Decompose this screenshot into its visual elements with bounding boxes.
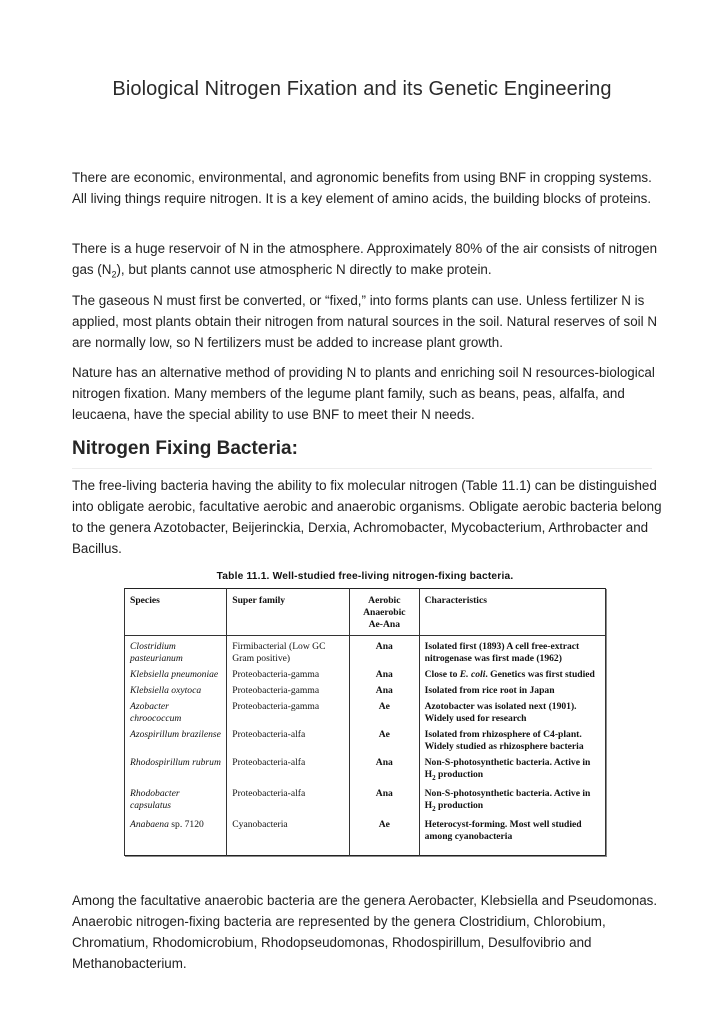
cell-super-family: Proteobacteria-alfa [227, 756, 350, 787]
section-heading: Nitrogen Fixing Bacteria: [72, 438, 298, 459]
cell-super-family: Proteobacteria-alfa [227, 787, 350, 818]
table-row [125, 636, 606, 669]
intro-paragraph-1: There are economic, environmental, and agronomic benefits from using BNF in cropping systems. All living things require nitrogen. It is a key element of amino acids, the building blocks of proteins. [72, 170, 652, 206]
table-header-row [125, 589, 606, 636]
cell-text-italic: E. coli [459, 669, 486, 680]
cell-characteristics [419, 756, 605, 787]
intro-paragraph-2-text-after: ), but plants cannot use atmospheric N directly to make protein. [116, 262, 492, 277]
header-aerobic-line3: Ae-Ana [368, 619, 401, 630]
table-row [125, 818, 606, 856]
cell-characteristics: Isolated from rhizosphere of C4-plant. Widely studied as rhizosphere bacteria [419, 728, 605, 756]
table-row [125, 787, 606, 818]
cell-subscript: 2 [432, 804, 436, 813]
cell-text: production [435, 769, 484, 780]
cell-aerobic: Ae [350, 818, 420, 856]
cell-species: Klebsiella pneumoniae [125, 668, 227, 684]
table-row [125, 668, 606, 684]
cell-text: . Genetics was first studied [485, 669, 595, 680]
cell-characteristics [419, 787, 605, 818]
cell-species: Rhodobacter capsulatus [125, 787, 227, 818]
intro-paragraph-2 [72, 238, 662, 286]
cell-species: Rhodospirillum rubrum [125, 756, 227, 787]
cell-super-family: Proteobacteria-alfa [227, 728, 350, 756]
cell-species-genus: Anabaena [130, 818, 169, 830]
page-title: Biological Nitrogen Fixation and its Genetic Engineering [112, 78, 612, 100]
header-aerobic-line2: Anaerobic [363, 607, 406, 618]
cell-text: Close to [424, 669, 460, 680]
cell-aerobic: Ae [350, 728, 420, 756]
cell-super-family: Firmibacterial (Low GC Gram positive) [227, 636, 350, 669]
cell-super-family: Cyanobacteria [227, 818, 350, 856]
section-divider [72, 468, 652, 469]
cell-text: production [435, 799, 484, 811]
cell-species: Azospirillum brazilense [125, 728, 227, 756]
header-species: Species [125, 589, 227, 636]
cell-species: Klebsiella oxytoca [125, 684, 227, 700]
section-paragraph: The free-living bacteria having the ability to fix molecular nitrogen (Table 11.1) can be distinguished into obligate aerobic, facultative aerobic and anaerobic organisms. Obligate aerobic bacteria belong to the genera Azotobacter, Beijerinckia, Derxia, Achromobacter, Mycobacterium, Arthrobacter and Bacillus. [72, 478, 662, 556]
table-row [125, 684, 606, 700]
header-aerobic-anaerobic [350, 589, 420, 636]
cell-characteristics: Isolated from rice root in Japan [419, 684, 605, 700]
cell-aerobic: Ae [350, 700, 420, 728]
cell-aerobic: Ana [350, 636, 420, 669]
cell-text: Non-S-photosynthetic bacteria. Active in H [424, 757, 591, 780]
cell-characteristics: Isolated first (1893) A cell free-extract nitrogenase was first made (1962) [419, 636, 605, 669]
cell-text: Non-S-photosynthetic bacteria. Active in H [424, 787, 591, 811]
cell-aerobic: Ana [350, 668, 420, 684]
header-characteristics: Characteristics [419, 589, 605, 636]
cell-species: Clostridium pasteurianum [125, 636, 227, 669]
intro-paragraph-4: Nature has an alternative method of providing N to plants and enriching soil N resources-biological nitrogen fixation. Many members of the legume plant family, such as beans, peas, alfalfa, and leucaena, have the special ability to use BNF to meet their N needs. [72, 365, 655, 422]
intro-paragraph-2-text-before: There is a huge reservoir of N in the atmosphere. Approximately 80% of the air consists of nitrogen gas (N [72, 241, 658, 277]
cell-characteristics: Heterocyst-forming. Most well studied among cyanobacteria [419, 818, 605, 856]
table-row [125, 756, 606, 787]
closing-paragraph: Among the facultative anaerobic bacteria are the genera Aerobacter, Klebsiella and Pseudomonas. Anaerobic nitrogen-fixing bacteria are represented by the genera Clostridium, Chlorobium, Chromatium, Rhodomicrobium, Rhodopseudomonas, Rhodospirillum, Desulfovibrio and Methanobacterium. [72, 893, 658, 971]
header-aerobic-line1: Aerobic [368, 595, 401, 606]
cell-characteristics: Azotobacter was isolated next (1901). Widely used for research [419, 700, 605, 728]
cell-aerobic: Ana [350, 756, 420, 787]
cell-super-family: Proteobacteria-gamma [227, 700, 350, 728]
cell-super-family: Proteobacteria-gamma [227, 684, 350, 700]
table-caption: Table 11.1. Well-studied free-living nitrogen-fixing bacteria. [216, 571, 514, 582]
table-row [125, 728, 606, 756]
intro-paragraph-3: The gaseous N must first be converted, or “fixed,” into forms plants can use. Unless fertilizer N is applied, most plants obtain their nitrogen from natural sources in the soil. Natural reserves of soil N are normally low, so N fertilizers must be added to increase plant growth. [72, 293, 658, 350]
table-row [125, 700, 606, 728]
cell-aerobic: Ana [350, 787, 420, 818]
bacteria-table [124, 588, 606, 856]
cell-super-family: Proteobacteria-gamma [227, 668, 350, 684]
cell-characteristics [419, 668, 605, 684]
cell-aerobic: Ana [350, 684, 420, 700]
cell-species: Azobacter chroococcum [125, 700, 227, 728]
subscript-2: 2 [111, 269, 117, 280]
cell-subscript: 2 [432, 773, 436, 782]
cell-species-suffix: sp. 7120 [168, 818, 204, 830]
cell-species [125, 818, 227, 856]
header-super-family: Super family [227, 589, 350, 636]
